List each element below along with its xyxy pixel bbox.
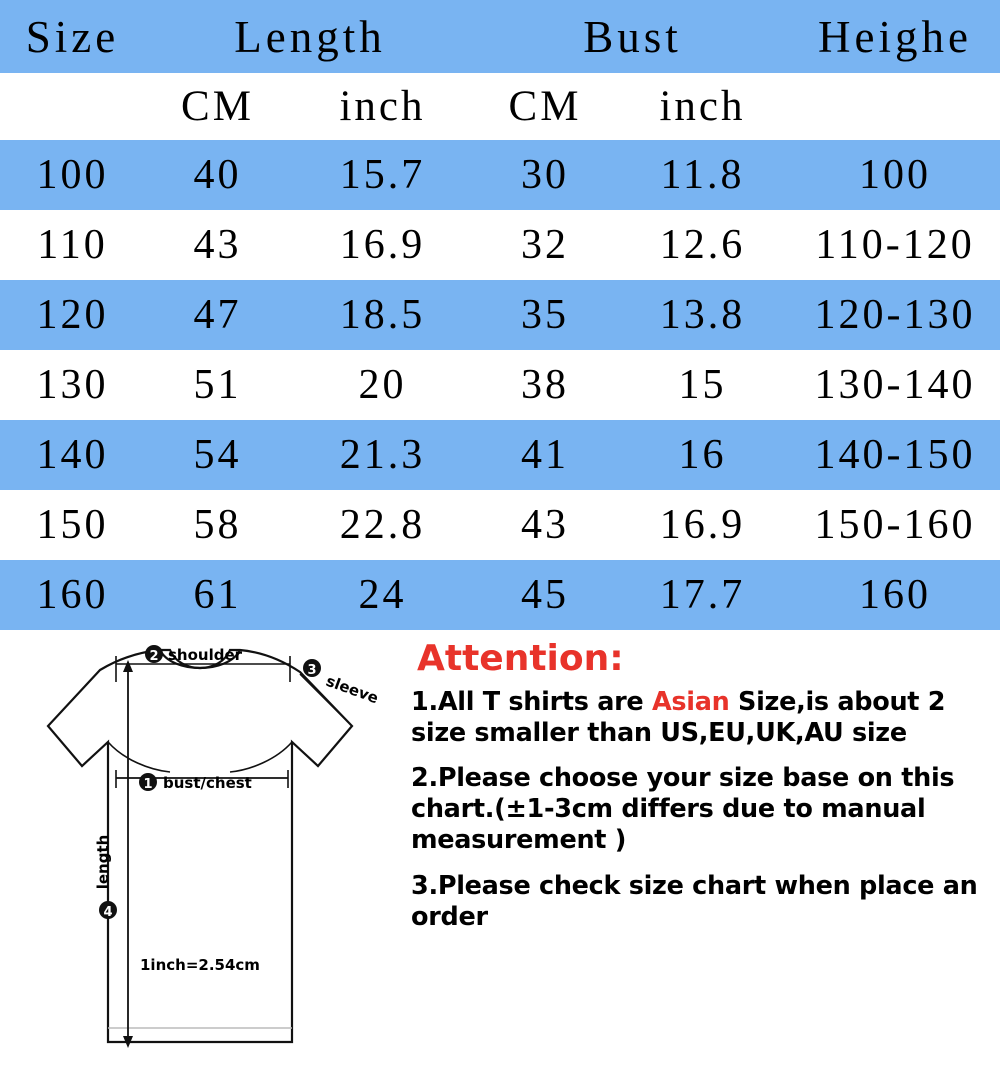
table-header-row-primary [0,0,1000,73]
header-length-inch: inch [339,83,426,130]
attention-panel [405,630,1000,1060]
cell-size: 110 [37,222,108,268]
cell-height: 130-140 [814,362,976,408]
attention-title: Attention: [417,638,624,679]
cell-length-cm: 47 [193,292,242,338]
cell-length-inch: 16.9 [339,222,426,268]
cell-height: 150-160 [814,502,976,548]
cell-length-inch: 18.5 [339,292,426,338]
cell-bust-inch: 11.8 [660,152,745,198]
cell-size: 150 [36,502,109,548]
attention-note-2: 2.Please choose your size base on this chart.(±1-3cm differs due to manual measurement ) [411,763,955,856]
header-unit-blank [0,73,145,140]
table-row [0,280,1000,350]
table-row [0,140,1000,210]
svg-text:3: 3 [307,663,317,678]
cell-size: 130 [36,362,109,408]
header-bust: Bust [583,11,682,62]
cell-size: 140 [36,432,109,478]
header-height-blank [790,73,1000,140]
cell-length-cm: 43 [193,222,242,268]
header-height: Heighe [818,11,972,62]
cell-length-inch: 15.7 [339,152,426,198]
svg-text:bust/chest: bust/chest [163,774,252,792]
cell-length-cm: 58 [193,502,242,548]
cell-bust-cm: 32 [521,222,569,268]
svg-text:2: 2 [149,649,159,664]
table-row [0,210,1000,280]
cell-length-inch: 20 [358,362,407,408]
svg-text:4: 4 [103,905,113,920]
bottom-section [0,630,1000,1060]
cell-bust-inch: 16 [678,432,727,478]
header-bust-cm: CM [508,83,582,130]
note1-highlight-asian: Asian [651,687,730,717]
table-header-row-units [0,73,1000,140]
cell-bust-cm: 41 [521,432,569,478]
cell-bust-inch: 17.7 [659,572,746,618]
svg-text:1: 1 [143,777,153,792]
cell-height: 140-150 [814,432,976,478]
tshirt-icon [0,630,400,1060]
svg-text:length: length [94,834,112,890]
attention-note-3: 3.Please check size chart when place an order [411,870,978,932]
tshirt-measurement-diagram [0,630,400,1060]
table-row [0,560,1000,630]
cell-height: 120-130 [814,292,976,338]
table-row [0,350,1000,420]
svg-text:1inch=2.54cm: 1inch=2.54cm [140,956,260,974]
cell-size: 100 [36,152,109,198]
table-row [0,490,1000,560]
cell-length-cm: 51 [193,362,242,408]
cell-length-cm: 54 [193,432,242,478]
cell-bust-inch: 15 [678,362,727,408]
cell-bust-cm: 35 [521,292,569,338]
cell-height: 110-120 [815,222,975,268]
cell-bust-cm: 38 [521,362,569,408]
cell-bust-cm: 43 [521,502,569,548]
svg-text:shoulder: shoulder [168,646,243,664]
attention-note-1 [411,687,1000,749]
cell-height: 100 [859,152,931,198]
header-length-cm: CM [181,83,254,130]
cell-size: 160 [36,572,109,618]
cell-length-inch: 22.8 [339,502,426,548]
svg-text:sleeve: sleeve [323,671,381,708]
cell-length-cm: 40 [193,152,242,198]
cell-bust-inch: 13.8 [659,292,746,338]
header-size: Size [25,11,120,62]
cell-length-inch: 24 [358,572,407,618]
table-row [0,420,1000,490]
cell-length-cm: 61 [193,572,242,618]
cell-bust-cm: 45 [521,572,569,618]
note1-part1: 1.All T shirts are [411,687,652,717]
cell-bust-inch: 12.6 [659,222,746,268]
cell-bust-inch: 16.9 [659,502,746,548]
cell-bust-cm: 30 [521,152,569,198]
cell-length-inch: 21.3 [339,432,426,478]
cell-size: 120 [36,292,109,338]
note1-part2: Size,is about 2 size smaller than US,EU,UK,AU size [411,687,946,749]
header-bust-inch: inch [659,83,746,130]
cell-height: 160 [859,572,931,618]
header-length: Length [234,11,386,62]
